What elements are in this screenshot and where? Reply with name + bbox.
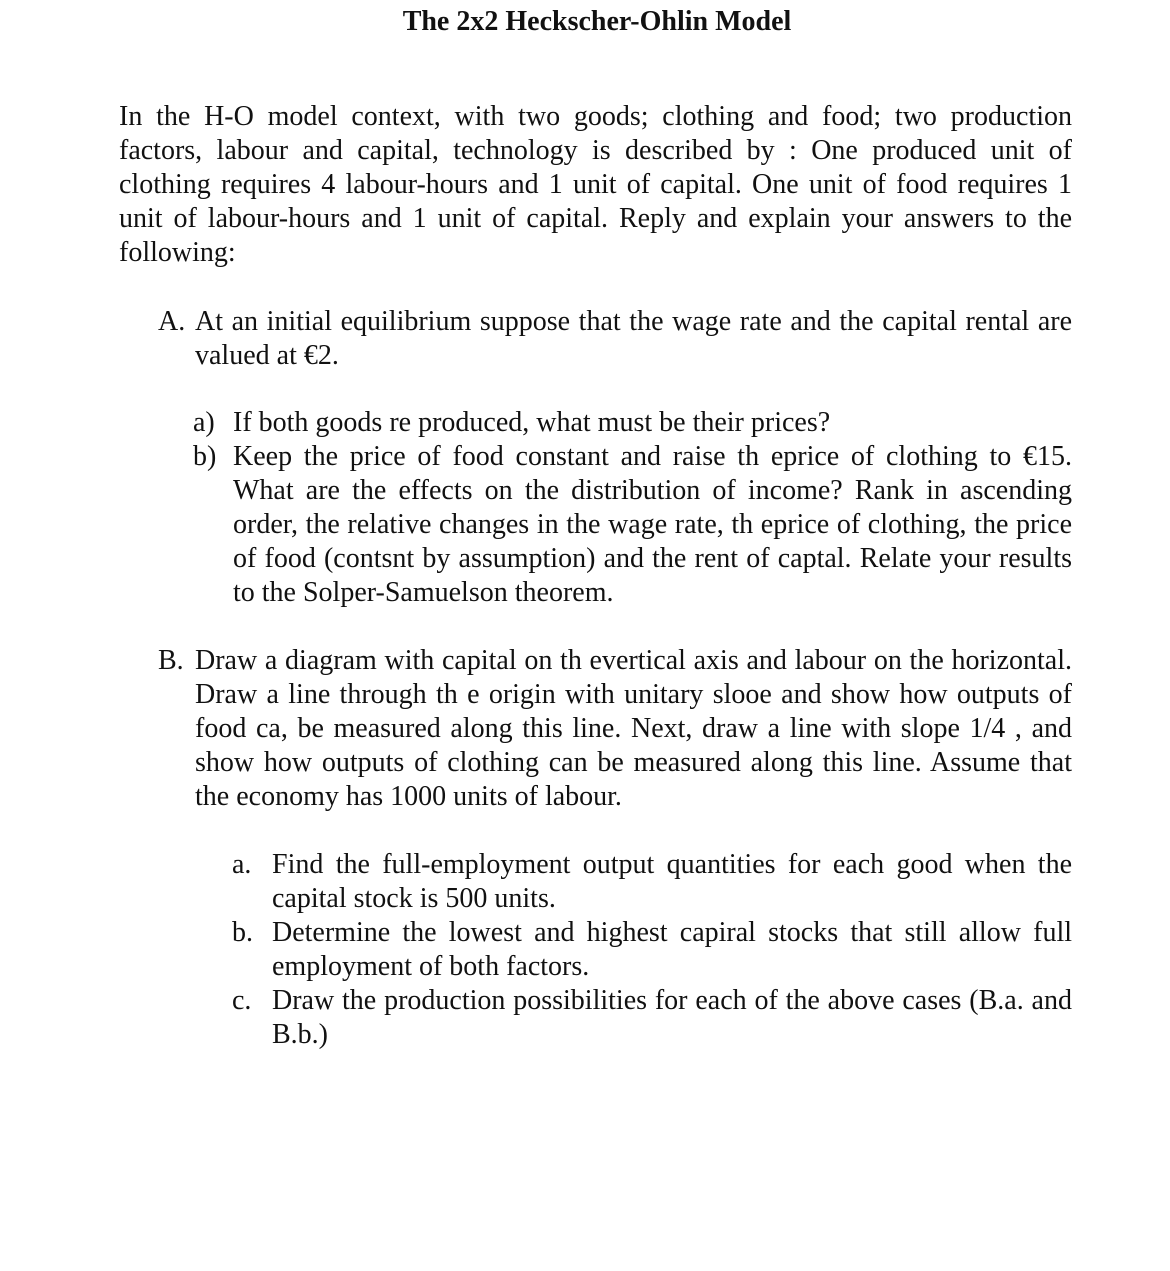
list-item: [232, 984, 1072, 1054]
list-item-text: Draw the production possibilities for each of the above cases (B.a. and B.b.): [272, 985, 1072, 1050]
list-item-text: Find the full-employment output quantities for each good when the capital stock is 500 units.: [272, 849, 1072, 914]
list-item-marker: a): [193, 407, 215, 438]
section-b: [158, 644, 1072, 824]
list-item-text: If both goods re produced, what must be their prices?: [233, 407, 831, 438]
list-item: [193, 440, 1072, 620]
section-a-text: At an initial equilibrium suppose that the wage rate and the capital rental are valued at €2.: [195, 306, 1072, 371]
list-item-marker: a.: [232, 849, 252, 880]
list-item: [232, 916, 1072, 986]
list-item: [193, 406, 1072, 442]
list-item: [232, 848, 1072, 918]
section-b-marker: B.: [158, 645, 184, 676]
section-a-marker: A.: [158, 306, 186, 337]
document-title: The 2x2 Heckscher-Ohlin Model: [402, 6, 792, 37]
list-item-text: Determine the lowest and highest capiral stocks that still allow full employment of both factors.: [272, 917, 1072, 982]
list-item-text: Keep the price of food constant and raise th eprice of clothing to €15. What are the effects on the distribution of income? Rank in ascending order, the relative changes in the wage rate, th eprice of clothing, the price of food (contsnt by assumption) and the rent of captal. Relate your results to the Solper-Samuelson theorem.: [233, 441, 1072, 608]
section-b-text: Draw a diagram with capital on th evertical axis and labour on the horizontal. Draw a line through th e origin with unitary slooe and show how outputs of food ca, be measured along this line. Next, draw a line with slope 1/4 , and show how outputs of clothing can be measured along this line. Assume that the economy has 1000 units of labour.: [195, 645, 1072, 812]
list-item-marker: b): [193, 441, 217, 472]
section-a: [158, 305, 1072, 385]
list-item-marker: b.: [232, 917, 253, 948]
list-item-marker: c.: [232, 985, 252, 1016]
intro-paragraph: In the H-O model context, with two goods; clothing and food; two production factors, labour and capital, technology is described by : One produced unit of clothing requires 4 labour-hours and 1 unit of capital. One unit of food requires 1 unit of labour-hours and 1 unit of capital. Reply and explain your answers to the following:: [119, 101, 1072, 268]
